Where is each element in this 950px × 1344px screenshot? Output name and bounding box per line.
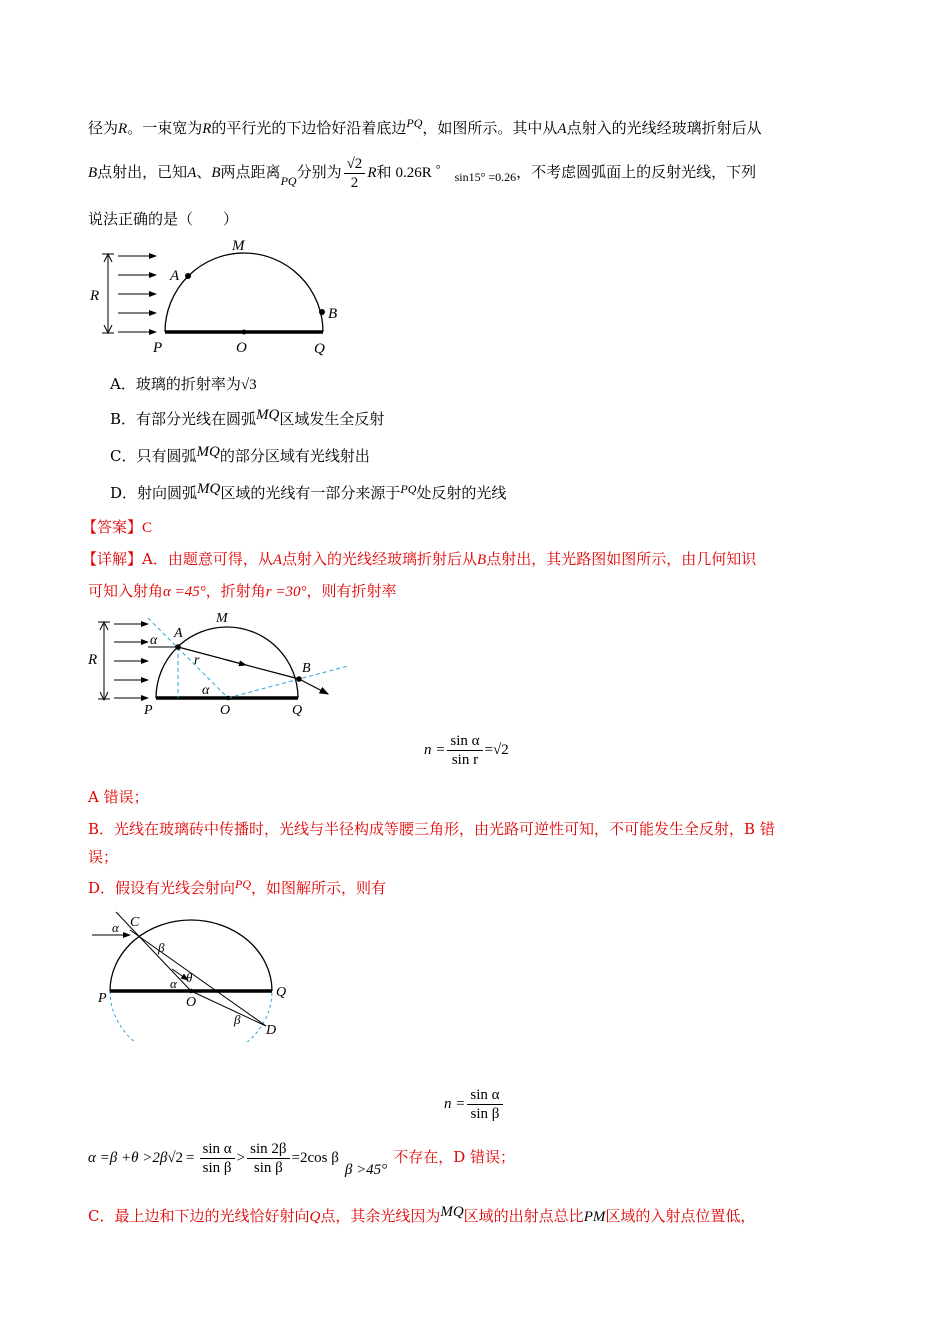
option-C[interactable] [110, 445, 370, 466]
eq-rhs: =√2 [484, 741, 509, 758]
option-A[interactable] [110, 373, 257, 394]
ray-C-to-D [130, 930, 266, 1026]
fraction [447, 732, 482, 769]
numerator: sin α [200, 1140, 235, 1159]
fraction [467, 1086, 502, 1123]
var-R: R [367, 165, 377, 181]
var-B: B [211, 165, 221, 181]
arc-MQ: MQ [197, 481, 221, 497]
fraction-sqrt2-over-2 [344, 155, 366, 192]
conclusion: 不存在，D 错误； [393, 1147, 515, 1166]
sqrt3: √3 [240, 377, 257, 393]
text: 。一束宽为 [127, 119, 203, 137]
answer-line [82, 516, 152, 537]
label-alpha: α [150, 633, 158, 648]
text: D．假设有光线会射向 [88, 879, 236, 897]
eq-lhs: n = [444, 1095, 466, 1112]
denominator: sin r [451, 752, 479, 768]
var-PQ: PQ [406, 116, 423, 130]
label-r: r [194, 653, 200, 668]
equation-chain [88, 1140, 515, 1177]
normal-at-B [228, 666, 348, 698]
text: 、 [196, 163, 212, 181]
text: 点射入的光线经玻璃折射后从 [566, 119, 762, 137]
parallel-rays [114, 624, 148, 698]
detail-line-1 [82, 548, 756, 569]
problem-line-1 [88, 117, 762, 138]
figure-3-full-circle [90, 906, 300, 1042]
problem-line-3: 说法正确的是（ ） [88, 210, 239, 228]
parallel-rays [118, 256, 156, 332]
arc-MQ: MQ [440, 1204, 464, 1220]
equation-refractive-index [424, 732, 509, 769]
arc-PM: PM [583, 1209, 606, 1225]
eq-lhs: n = [424, 741, 446, 758]
point-B [319, 309, 325, 315]
label-O: O [186, 995, 197, 1010]
b-explanation-line-1: B．光线在玻璃砖中传播时，光线与半径构成等腰三角形，由光路可逆性可知，不可能发生全反射，B 错 [88, 820, 775, 838]
point-A [185, 273, 191, 279]
r-value: r =30° [265, 584, 307, 600]
eq-rhs: =2cos β [291, 1149, 339, 1166]
numerator: sin α [467, 1086, 502, 1105]
label-beta-2: β [234, 1012, 241, 1027]
eq-alpha: α =β +θ >2β [88, 1149, 168, 1166]
var-R: R [202, 121, 212, 137]
semicircle-arc [165, 253, 323, 332]
figure-2-light-path [86, 606, 348, 720]
figure-1-semicircle [86, 236, 346, 358]
text: 点射入的光线经玻璃折射后从 [282, 550, 478, 568]
option-text: 区域的光线有一部分来源于 [220, 484, 401, 502]
option-D[interactable] [110, 482, 506, 503]
text: 点射出，已知 [97, 163, 188, 181]
label-C: C [130, 915, 140, 930]
option-text: 的部分区域有光线射出 [219, 447, 370, 465]
label-A: A [174, 626, 183, 641]
label-Q: Q [292, 703, 303, 718]
option-text: 处反射的光线 [416, 484, 507, 502]
answer-label: 【答案】 [82, 518, 143, 536]
arc-MQ: MQ [256, 407, 280, 423]
exit-ray [299, 679, 328, 694]
label-P: P [98, 991, 107, 1006]
arc-MQ: MQ [196, 444, 220, 460]
text: ，则有折射率 [306, 582, 397, 600]
normal-C [116, 912, 191, 991]
greater-than: > [236, 1149, 246, 1166]
point-B [296, 676, 302, 682]
text: 的平行光的下边恰好沿着底边 [211, 119, 407, 137]
label-alpha-2: α [202, 683, 210, 698]
text: ，不考虑圆弧面上的反射光线，下列 [516, 163, 757, 181]
detail-line-2 [88, 580, 397, 601]
point-O [242, 330, 247, 335]
sin15-value: sin15° =0.26 [454, 170, 517, 184]
denominator: sin β [202, 1160, 232, 1176]
label-alpha-2: α [170, 976, 177, 991]
fraction-2 [247, 1140, 289, 1177]
point-O [226, 696, 230, 700]
problem-line-2 [88, 152, 756, 193]
var-R: R [118, 121, 128, 137]
answer-value: C [142, 520, 153, 536]
d-explanation [88, 877, 386, 898]
text: 两点距离 [220, 163, 281, 181]
label-R: R [90, 288, 100, 304]
sqrt2: √2 [167, 1149, 184, 1166]
b-explanation-line-2: 误； [88, 848, 119, 866]
text: 分别为 [296, 163, 342, 181]
label-Q: Q [276, 985, 287, 1000]
label-R: R [88, 652, 98, 668]
text: 径为 [88, 119, 119, 137]
equation-n-sin-beta [444, 1086, 505, 1123]
var-PQ: PQ [235, 877, 252, 891]
var-B: B [88, 165, 98, 181]
label-theta: θ [186, 970, 193, 985]
text: ，如图所示。其中从 [422, 119, 558, 137]
var-A: A [557, 121, 567, 137]
label-B: B [328, 306, 338, 322]
normal-at-A [148, 618, 228, 698]
label-alpha: α [112, 920, 119, 935]
numerator: √2 [344, 155, 366, 174]
label-M: M [216, 611, 228, 626]
denominator: sin β [470, 1106, 500, 1122]
option-text: 区域发生全反射 [279, 410, 385, 428]
text: 区域的入射点位置低， [605, 1207, 756, 1225]
var-A: A [187, 165, 197, 181]
alpha-value: α =45° [163, 584, 206, 600]
label-B: B [302, 661, 311, 676]
option-text: D．射向圆弧 [110, 484, 198, 502]
label-A: A [170, 268, 180, 284]
option-B[interactable] [110, 408, 384, 429]
var-A: A [272, 552, 283, 568]
label-O: O [236, 340, 247, 356]
text: 和 [376, 163, 392, 181]
point-A [175, 644, 181, 650]
line-O-to-D [191, 991, 266, 1026]
text: ，折射角 [205, 582, 266, 600]
text: 可知入射角 [88, 582, 164, 600]
label-D: D [266, 1023, 277, 1038]
option-text: C．只有圆弧 [110, 447, 197, 465]
fraction-1 [200, 1140, 235, 1177]
text: 点，其余光线因为 [320, 1207, 441, 1225]
value-026R: 0.26R [395, 165, 432, 181]
denominator: sin β [253, 1160, 283, 1176]
text: ，如图解所示，则有 [251, 879, 387, 897]
var-PQ: PQ [400, 482, 417, 496]
text: A．由题意可得，从 [142, 550, 273, 568]
label-P: P [144, 703, 153, 718]
var-B: B [477, 552, 487, 568]
text: 点射出，其光路图如图所示，由几何知识 [486, 550, 757, 568]
denominator: 2 [350, 174, 359, 191]
var-Q: Q [309, 1209, 321, 1225]
label-O: O [220, 703, 231, 718]
equals: = [186, 1149, 195, 1166]
text: 区域的出射点总比 [463, 1207, 584, 1225]
option-text: B．有部分光线在圆弧 [110, 410, 257, 428]
c-explanation [88, 1205, 755, 1226]
beta-condition: β >45° [344, 1161, 388, 1178]
option-text: A．玻璃的折射率为 [110, 375, 241, 393]
label-beta: β [158, 940, 165, 955]
var-PQ: PQ [280, 174, 297, 188]
a-wrong: A 错误； [88, 788, 149, 806]
label-P: P [153, 340, 163, 356]
text: C．最上边和下边的光线恰好射向 [88, 1207, 310, 1225]
label-M: M [232, 238, 245, 254]
detail-label: 【详解】 [82, 550, 143, 568]
label-Q: Q [314, 341, 325, 357]
point-O [189, 989, 194, 994]
numerator: sin α [447, 732, 482, 751]
numerator: sin 2β [247, 1140, 289, 1159]
degree-symbol: ° [435, 162, 441, 176]
